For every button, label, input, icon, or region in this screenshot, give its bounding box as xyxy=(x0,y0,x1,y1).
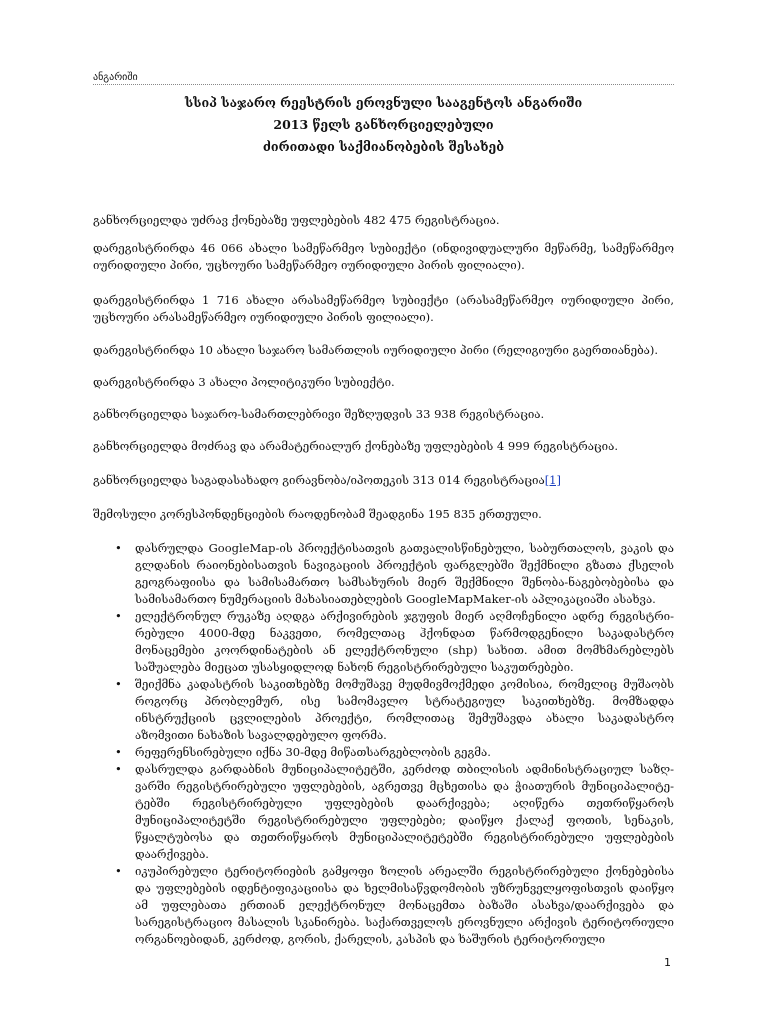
list-item-text: შეიქმნა კადასტრის საკითხებზე მომუშავე მუდმივმოქმედი კომისია, რომელიც მუშაობს როგორც პრობლემურ, ისე სამომავლო სტრატეგიულ საკითხებზე. მომზადდა ინსტრუქციის ცვლილების პროექტი, რომლითაც შემუშავდა ახალი საკადასტრო აზომვითი ნახაზის სავალდებულო ფორმა. xyxy=(135,677,674,742)
list-item-text: იკუპირებული ტერიტორიების გამყოფი ზოლის არეალში რეგისტრირებული ქონებებისა და უფლებების იდენტიფიკაციისა და ხელმისაწვდომობის უზრუნველყოფისთვის დაიწყო ამ უფლებათა ერთიან ელექტრონულ მონაცემთა ბაზაში ასახვა/დაარქივება და სარეგისტრაციო მასალის სკანირება. საქართველოს ეროვნული არქივის ტერიტორიული ორგანოებიდან, კერძოდ, გორის, ქარელის, კასპის და ხაშურის ტერიტორიული xyxy=(135,864,674,946)
list-item-text: ელექტრონულ რუკაზე აღდგა არქივირების ჯგუფის მიერ აღმოჩენილი ადრე რეგისტრი-რებული 4000-მდე ნაკვეთი, რომელთაც ჰქონდათ წარმოდგენილი საკადასტრო მონაცემები კოორდინატების ან ელექტრონული (shp) სახით. ამით მომხმარებლებს საშუალება მიეცათ უსასყიდლოდ ნახონ რეგისტრირებული საკუთრებები. xyxy=(135,609,674,674)
bullet-icon: • xyxy=(115,609,122,623)
title-line-2: 2013 წელს განხორციელებული xyxy=(273,117,494,132)
list-item xyxy=(93,761,674,863)
title-line-3: ძირითადი საქმიანობების შესახებ xyxy=(262,139,505,154)
list-item xyxy=(93,540,674,608)
paragraph-non-entrepreneurial-subjects: დარეგისტრირდა 1 716 ახალი არასამეწარმეო სუბიექტი (არასამეწარმეო იურიდიული პირი, უცხოური არასამეწარმეო იურიდიული პირის ფილიალი). xyxy=(93,293,674,324)
header-label: ანგარიში xyxy=(93,72,138,83)
bullet-icon: • xyxy=(115,762,122,776)
bullet-icon: • xyxy=(115,864,122,878)
document-title xyxy=(93,92,674,158)
page-number: 1 xyxy=(664,956,671,969)
paragraph-correspondence: შემოსული კორესპონდენციების რაოდენობამ შეადგინა 195 835 ერთეული. xyxy=(93,507,542,521)
title-line-1: სსიპ საჯარო რეესტრის ეროვნული სააგენტოს ანგარიში xyxy=(184,95,583,110)
list-item-text: დასრულდა გარდაბნის მუნიციპალიტეტში, კერძოდ თბილისის ადმინისტრაციულ საზღ-ვარში რეგისტრირებული უფლებების, აგრეთვე მცხეთისა და ჭიათურის მუნიციპალიტე-ტებში რეგისტრირებული უფლებების დაარქივება; აღიწერა თეთრიწყაროს მუნიციპალიტეტში რეგისტრირებული უფლებები; დაიწყო ქალაქ ფოთის, სენაკის, წყალტუბოსა და თეთრიწყაროს მუნიციპალიტეტებში რეგისტრირებული უფლებების დაარქივება. xyxy=(135,762,674,861)
paragraph-entrepreneurial-subjects: დარეგისტრირდა 46 066 ახალი სამეწარმეო სუბიექტი (ინდივიდუალური მეწარმე, სამეწარმეო იურიდიული პირი, უცხოური სამეწარმეო იურიდიული პირის ფილიალი). xyxy=(93,241,674,272)
activities-bullet-list xyxy=(93,540,674,948)
paragraph-movable-property: განხორციელდა მოძრავ და არამატერიალურ ქონებაზე უფლებების 4 999 რეგისტრაცია. xyxy=(93,439,618,453)
paragraph-property-registrations: განხორციელდა უძრავ ქონებაზე უფლებების 482 475 რეგისტრაცია. xyxy=(93,213,500,227)
bullet-icon: • xyxy=(115,677,122,691)
footnote-link[interactable]: [1] xyxy=(544,473,561,487)
list-item-text: დასრულდა GoogleMap-ის პროექტისათვის გათვალისწინებული, საბურთალოს, ვაკის და გლდანის რაიონებისათვის ნავიგაციის პროექტის ფარგლებში შექმნილი გზათა ქსელის გეოგრაფიისა და სამისამართო სამსახურის მიერ შექმნილი შენობა-ნაგებობებისა და სამისამართო ნუმერაციის მახასიათებლების GoogleMapMaker-ის აპლიკაციაში ასახვა. xyxy=(135,541,674,606)
list-item xyxy=(93,608,674,676)
paragraph-mortgage-registrations xyxy=(93,472,674,489)
bullet-icon: • xyxy=(115,541,122,555)
header-divider xyxy=(93,84,674,85)
mortgage-text: განხორციელდა საგადასახადო გირავნობა/იპოთეკის 313 014 რეგისტრაცია xyxy=(93,473,545,487)
paragraph-political-subjects: დარეგისტრირდა 3 ახალი პოლიტიკური სუბიექტი. xyxy=(93,375,395,389)
list-item-text: რეფერენსირებული იქნა 30-მდე მიწათსარგებლობის გეგმა. xyxy=(135,745,491,759)
list-item xyxy=(93,676,674,744)
list-item xyxy=(93,744,674,761)
paragraph-public-law-restrictions: განხორციელდა საჯარო-სამართლებრივი შეზღუდვის 33 938 რეგისტრაცია. xyxy=(93,407,545,421)
paragraph-public-law-entities: დარეგისტრირდა 10 ახალი საჯარო სამართლის იურიდიული პირი (რელიგიური გაერთიანება). xyxy=(93,343,659,357)
list-item xyxy=(93,863,674,948)
bullet-icon: • xyxy=(115,745,122,759)
